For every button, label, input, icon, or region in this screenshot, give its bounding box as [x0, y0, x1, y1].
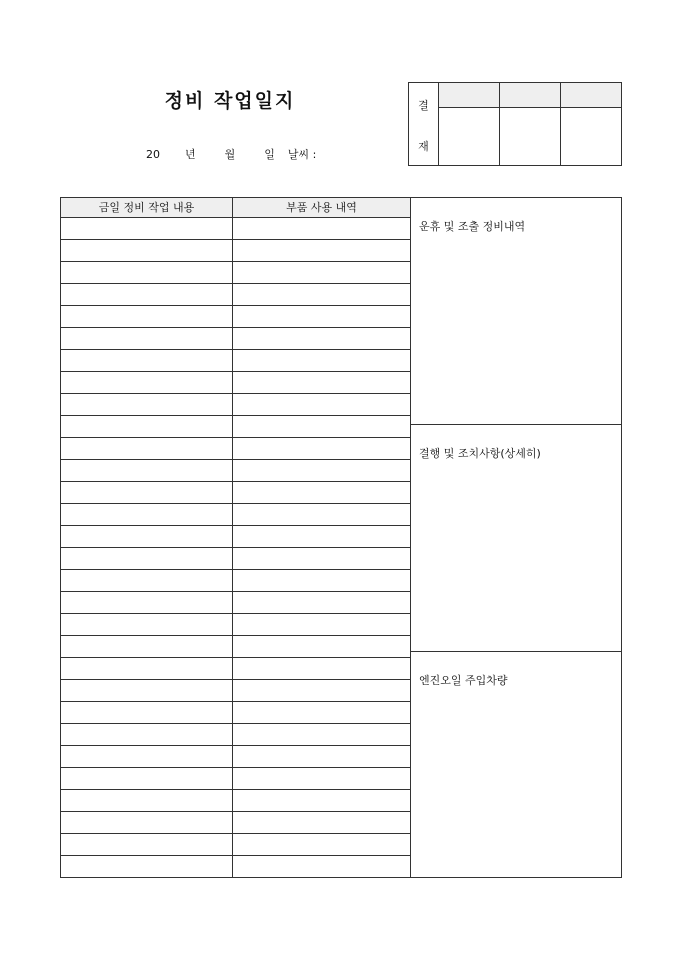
parts-usage-cell[interactable]: [233, 504, 410, 525]
year-label: 년: [185, 148, 196, 161]
work-content-cell[interactable]: [61, 262, 233, 283]
table-row: [61, 614, 410, 636]
parts-usage-cell[interactable]: [233, 438, 410, 459]
parts-usage-cell[interactable]: [233, 680, 410, 701]
approval-cell[interactable]: [561, 83, 621, 165]
table-row: [61, 416, 410, 438]
parts-usage-cell[interactable]: [233, 570, 410, 591]
parts-usage-cell[interactable]: [233, 218, 410, 239]
table-row: [61, 372, 410, 394]
work-content-cell[interactable]: [61, 328, 233, 349]
parts-usage-cell[interactable]: [233, 548, 410, 569]
parts-usage-cell[interactable]: [233, 350, 410, 371]
parts-usage-cell[interactable]: [233, 460, 410, 481]
table-row: [61, 284, 410, 306]
table-row: [61, 526, 410, 548]
table-row: [61, 702, 410, 724]
work-content-cell[interactable]: [61, 350, 233, 371]
work-content-cell[interactable]: [61, 834, 233, 855]
work-content-cell[interactable]: [61, 658, 233, 679]
work-content-cell[interactable]: [61, 438, 233, 459]
work-content-cell[interactable]: [61, 372, 233, 393]
parts-usage-cell[interactable]: [233, 746, 410, 767]
table-row: [61, 746, 410, 768]
cancellation-actions-label: 결행 및 조치사항(상세히): [419, 447, 541, 460]
work-content-cell[interactable]: [61, 680, 233, 701]
table-row: [61, 658, 410, 680]
table-row: [61, 548, 410, 570]
work-content-cell[interactable]: [61, 702, 233, 723]
work-content-cell[interactable]: [61, 746, 233, 767]
table-row: [61, 834, 410, 856]
document-title: 정비 작업일지: [164, 90, 296, 112]
work-content-cell[interactable]: [61, 504, 233, 525]
work-content-cell[interactable]: [61, 724, 233, 745]
table-row: [61, 482, 410, 504]
work-columns: [61, 198, 411, 877]
year-prefix: 20: [146, 148, 160, 161]
parts-usage-cell[interactable]: [233, 284, 410, 305]
approval-cell[interactable]: [439, 83, 500, 165]
work-content-cell[interactable]: [61, 768, 233, 789]
table-row: [61, 570, 410, 592]
parts-usage-cell[interactable]: [233, 636, 410, 657]
table-row: [61, 218, 410, 240]
table-row: [61, 240, 410, 262]
table-row: [61, 306, 410, 328]
parts-usage-cell[interactable]: [233, 812, 410, 833]
work-content-cell[interactable]: [61, 614, 233, 635]
parts-usage-cell[interactable]: [233, 724, 410, 745]
engine-oil-label: 엔진오일 주입차량: [419, 674, 508, 687]
work-content-cell[interactable]: [61, 526, 233, 547]
approval-label-bottom: 재: [418, 140, 429, 153]
approval-label: [409, 83, 439, 165]
work-content-cell[interactable]: [61, 570, 233, 591]
day-label: 일: [264, 148, 275, 161]
table-row: [61, 790, 410, 812]
parts-usage-cell[interactable]: [233, 416, 410, 437]
date-weather-line: [146, 146, 316, 162]
parts-usage-cell[interactable]: [233, 372, 410, 393]
parts-usage-cell[interactable]: [233, 240, 410, 261]
parts-usage-cell[interactable]: [233, 614, 410, 635]
table-row: [61, 504, 410, 526]
parts-usage-cell[interactable]: [233, 262, 410, 283]
work-content-cell[interactable]: [61, 460, 233, 481]
table-rows: [61, 218, 410, 878]
work-content-cell[interactable]: [61, 592, 233, 613]
parts-usage-cell[interactable]: [233, 526, 410, 547]
work-content-cell[interactable]: [61, 790, 233, 811]
table-row: [61, 438, 410, 460]
engine-oil-section[interactable]: [411, 652, 621, 877]
work-content-header: 금일 정비 작업 내용: [61, 198, 233, 217]
table-row: [61, 812, 410, 834]
parts-usage-cell[interactable]: [233, 790, 410, 811]
approval-cell-title[interactable]: [500, 83, 560, 108]
work-content-cell[interactable]: [61, 218, 233, 239]
table-row: [61, 856, 410, 878]
cancellation-actions-section[interactable]: [411, 425, 621, 652]
standby-maintenance-section[interactable]: [411, 198, 621, 425]
table-row: [61, 636, 410, 658]
table-row: [61, 394, 410, 416]
notes-column: [411, 198, 621, 877]
table-header: [61, 198, 410, 218]
work-log-table: [60, 197, 622, 878]
table-row: [61, 350, 410, 372]
parts-usage-cell[interactable]: [233, 328, 410, 349]
table-row: [61, 262, 410, 284]
work-content-cell[interactable]: [61, 394, 233, 415]
work-content-cell[interactable]: [61, 548, 233, 569]
approval-cell-title[interactable]: [561, 83, 621, 108]
parts-usage-cell[interactable]: [233, 658, 410, 679]
work-content-cell[interactable]: [61, 482, 233, 503]
parts-usage-cell[interactable]: [233, 702, 410, 723]
approval-label-top: 결: [418, 99, 429, 112]
parts-usage-header: 부품 사용 내역: [286, 201, 357, 214]
table-row: [61, 592, 410, 614]
month-label: 월: [224, 148, 236, 161]
work-content-cell[interactable]: [61, 856, 233, 878]
standby-maintenance-label: 운휴 및 조출 정비내역: [419, 220, 526, 233]
approval-box: [408, 82, 622, 166]
table-row: [61, 680, 410, 702]
weather-label: 날씨 :: [287, 148, 317, 161]
table-row: [61, 460, 410, 482]
parts-usage-cell[interactable]: [233, 768, 410, 789]
table-row: [61, 328, 410, 350]
work-content-cell[interactable]: [61, 416, 233, 437]
parts-usage-cell[interactable]: [233, 856, 410, 878]
table-row: [61, 724, 410, 746]
parts-usage-cell[interactable]: [233, 306, 410, 327]
parts-usage-cell[interactable]: [233, 394, 410, 415]
table-row: [61, 768, 410, 790]
approval-cell-title[interactable]: [439, 83, 499, 108]
work-content-cell[interactable]: [61, 284, 233, 305]
parts-usage-cell[interactable]: [233, 482, 410, 503]
work-content-cell[interactable]: [61, 306, 233, 327]
parts-usage-cell[interactable]: [233, 592, 410, 613]
work-content-cell[interactable]: [61, 240, 233, 261]
work-content-cell[interactable]: [61, 812, 233, 833]
work-content-cell[interactable]: [61, 636, 233, 657]
approval-cell[interactable]: [500, 83, 561, 165]
parts-usage-cell[interactable]: [233, 834, 410, 855]
